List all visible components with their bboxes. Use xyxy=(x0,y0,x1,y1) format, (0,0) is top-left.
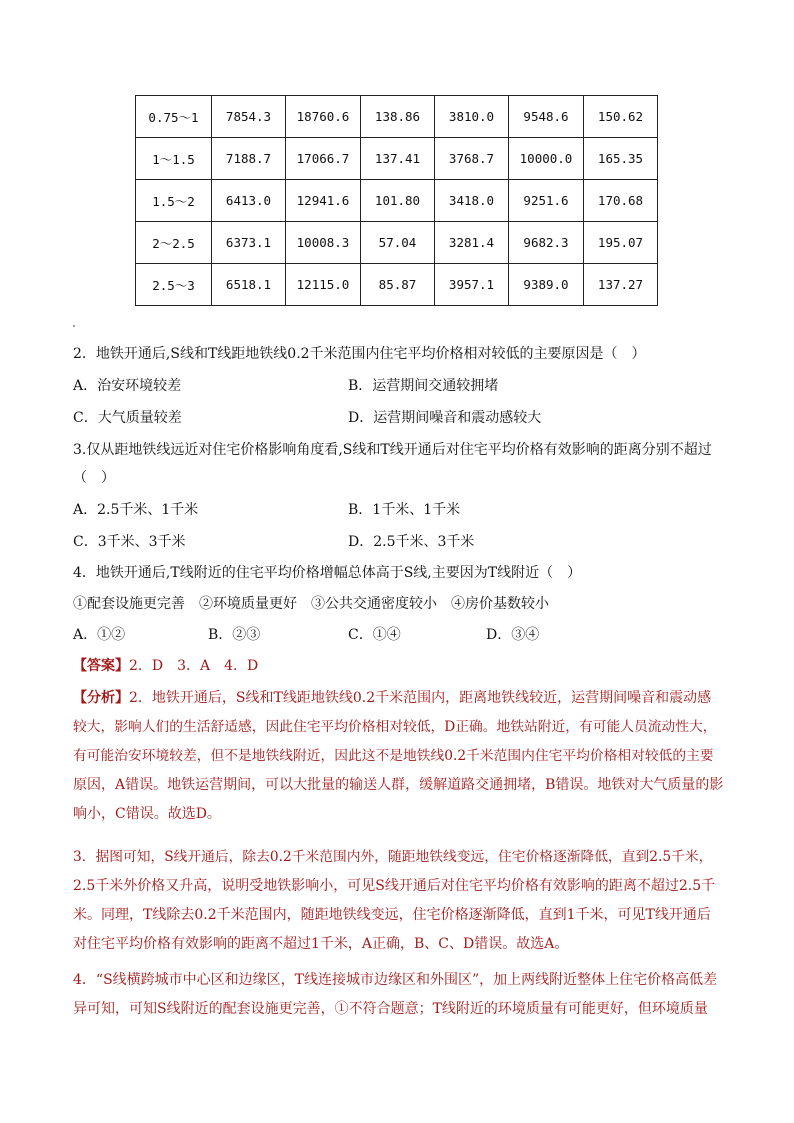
table-row xyxy=(136,96,658,138)
value-cell: 3957.1 xyxy=(435,264,509,306)
question-4-option-b: B．②③ xyxy=(208,627,261,643)
question-4-option-a: A．①② xyxy=(73,627,126,643)
analysis-line: 原因，A错误。地铁运营期间，可以大批量的输送人群，缓解道路交通拥堵，B错误。地铁对大气质量的影 xyxy=(73,777,723,793)
value-cell: 150.62 xyxy=(584,96,658,138)
distance-cell: 2.5～3 xyxy=(136,264,212,306)
analysis-line: 对住宅平均价格有效影响的距离不超过1千米，A正确，B、C、D错误。故选A。 xyxy=(73,936,569,952)
value-cell: 195.07 xyxy=(584,222,658,264)
question-2-option-b: B．运营期间交通较拥堵 xyxy=(348,378,499,394)
answer-text: 2．D 3．A 4．D xyxy=(129,658,259,674)
price-data-table xyxy=(135,95,658,306)
answer-tag: 【答案】 xyxy=(73,658,129,674)
question-4-option-c: C．①④ xyxy=(348,627,401,643)
analysis-line: 响小，C错误。故选D。 xyxy=(73,806,221,822)
question-4-items: ①配套设施更完善 ②环境质量更好 ③公共交通密度较小 ④房价基数较小 xyxy=(73,596,549,612)
question-2-stem: 2．地铁开通后,S线和T线距地铁线0.2千米范围内住宅平均价格相对较低的主要原因是（ ） xyxy=(73,346,646,362)
value-cell: 3418.0 xyxy=(435,180,509,222)
question-3-option-c: C．3千米、3千米 xyxy=(73,534,186,550)
value-cell: 6518.1 xyxy=(212,264,286,306)
question-3-option-b: B．1千米、1千米 xyxy=(348,502,461,518)
distance-cell: 1.5～2 xyxy=(136,180,212,222)
analysis-line: 有可能治安环境较差，但不是地铁线附近，因此这不是地铁线0.2千米范围内住宅平均价格相对较低的主要 xyxy=(73,748,714,764)
value-cell: 9548.6 xyxy=(509,96,584,138)
question-3-stem-line2: （ ） xyxy=(73,470,115,486)
value-cell: 6413.0 xyxy=(212,180,286,222)
analysis-line: 3．据图可知，S线开通后，除去0.2千米范围内外，随距地铁线变远，住宅价格逐渐降低，直到2.5千米， xyxy=(73,849,713,865)
question-3-option-a: A．2.5千米、1千米 xyxy=(73,502,199,518)
distance-cell: 0.75～1 xyxy=(136,96,212,138)
analysis-line: 2.5千米外价格又升高，说明受地铁影响小，可见S线开通后对住宅平均价格有效影响的距离不超过2.5千 xyxy=(73,878,716,894)
value-cell: 7188.7 xyxy=(212,138,286,180)
value-cell: 18760.6 xyxy=(286,96,361,138)
value-cell: 101.80 xyxy=(361,180,435,222)
question-2-option-d: D．运营期间噪音和震动感较大 xyxy=(348,410,542,426)
value-cell: 9682.3 xyxy=(509,222,584,264)
analysis-line: 【分析】2．地铁开通后，S线和T线距地铁线0.2千米范围内，距离地铁线较近，运营期间噪音和震动感 xyxy=(73,690,712,706)
question-4-option-d: D．③④ xyxy=(486,627,540,643)
table-row xyxy=(136,222,658,264)
value-cell: 9389.0 xyxy=(509,264,584,306)
value-cell: 57.04 xyxy=(361,222,435,264)
value-cell: 137.41 xyxy=(361,138,435,180)
analysis-line: 较大，影响人们的生活舒适感，因此住宅平均价格相对较低，D正确。地铁站附近，有可能人员流动性大， xyxy=(73,719,717,735)
question-3-option-d: D．2.5千米、3千米 xyxy=(348,534,475,550)
value-cell: 9251.6 xyxy=(509,180,584,222)
question-2-option-a: A．治安环境较差 xyxy=(73,378,182,394)
value-cell: 17066.7 xyxy=(286,138,361,180)
question-2-option-c: C．大气质量较差 xyxy=(73,410,182,426)
value-cell: 138.86 xyxy=(361,96,435,138)
distance-cell: 2～2.5 xyxy=(136,222,212,264)
analysis-question-3 xyxy=(73,843,723,959)
value-cell: 137.27 xyxy=(584,264,658,306)
question-4-stem: 4．地铁开通后,T线附近的住宅平均价格增幅总体高于S线,主要因为T线附近（ ） xyxy=(73,565,582,581)
question-3-stem-line1: 3.仅从距地铁线远近对住宅价格影响角度看,S线和T线开通后对住宅平均价格有效影响的距离分别不超过 xyxy=(73,442,712,458)
value-cell: 10000.0 xyxy=(509,138,584,180)
value-cell: 165.35 xyxy=(584,138,658,180)
value-cell: 6373.1 xyxy=(212,222,286,264)
value-cell: 170.68 xyxy=(584,180,658,222)
value-cell: 10008.3 xyxy=(286,222,361,264)
answer-line xyxy=(73,657,723,675)
analysis-question-4 xyxy=(73,966,723,1024)
value-cell: 3810.0 xyxy=(435,96,509,138)
value-cell: 3281.4 xyxy=(435,222,509,264)
distance-cell: 1～1.5 xyxy=(136,138,212,180)
paragraph-marker xyxy=(73,325,75,327)
table-row xyxy=(136,138,658,180)
analysis-tag: 【分析】 xyxy=(73,690,129,706)
table-row xyxy=(136,264,658,306)
table-row xyxy=(136,180,658,222)
value-cell: 12941.6 xyxy=(286,180,361,222)
value-cell: 3768.7 xyxy=(435,138,509,180)
analysis-line: 米。同理，T线除去0.2千米范围内，随距地铁线变远，住宅价格逐渐降低，直到1千米，可见T线开通后 xyxy=(73,907,711,923)
value-cell: 7854.3 xyxy=(212,96,286,138)
value-cell: 12115.0 xyxy=(286,264,361,306)
analysis-line: 异可知，可知S线附近的配套设施更完善，①不符合题意；T线附近的环境质量有可能更好，但环境质量 xyxy=(73,1001,708,1017)
analysis-question-2 xyxy=(73,684,723,829)
value-cell: 85.87 xyxy=(361,264,435,306)
analysis-line: 4．“S线横跨城市中心区和边缘区，T线连接城市边缘区和外围区”，加上两线附近整体上住宅价格高低差 xyxy=(73,972,718,988)
